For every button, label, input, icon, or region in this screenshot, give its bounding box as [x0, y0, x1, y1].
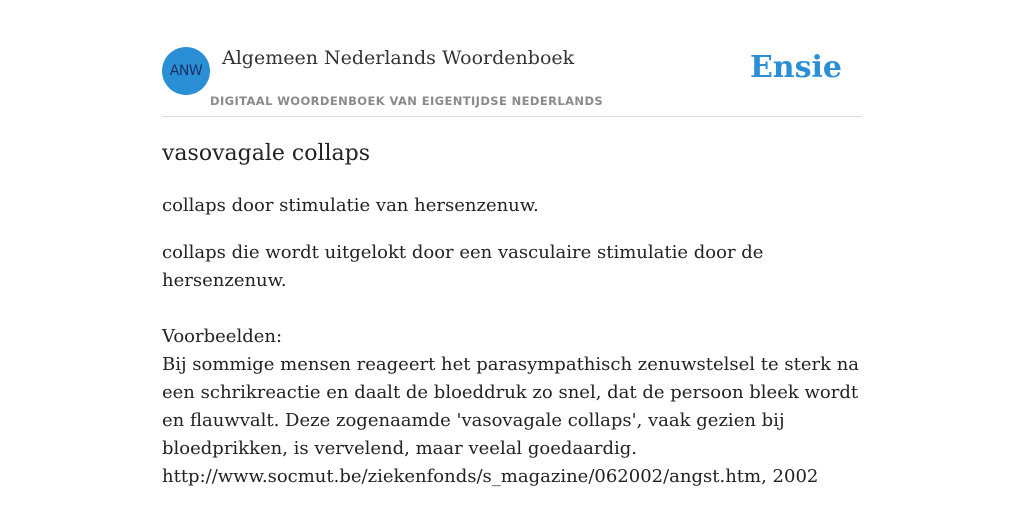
entry-title: vasovagale collaps [162, 141, 371, 166]
example-text: Bij sommige mensen reageert het parasympathisch zenuwstelsel te sterk na een schrikreactie en daalt de bloeddruk zo snel, dat de persoon bleek wordt en flauwvalt. Deze zogenaamde 'vasovagale collaps', vaak gezien bij bloedprikken, is vervelend, maar veelal goedaardig. [162, 354, 860, 459]
anw-logo[interactable]: ANW [162, 47, 210, 95]
entry-content [162, 138, 872, 491]
ensie-brand-logo[interactable]: Ensie [749, 50, 842, 85]
example-source: http://www.socmut.be/ziekenfonds/s_magazine/062002/angst.htm, 2002 [162, 466, 819, 487]
short-definition: collaps door stimulatie van hersenzenuw. [162, 195, 539, 216]
site-subtitle: DIGITAAL WOORDENBOEK VAN EIGENTIJDSE NEDERLANDS [210, 94, 604, 108]
examples-label: Voorbeelden: [162, 326, 283, 347]
site-header [162, 44, 862, 117]
long-definition: collaps die wordt uitgelokt door een vasculaire stimulatie door de hersenzenuw. [162, 242, 764, 291]
site-title[interactable]: Algemeen Nederlands Woordenboek [222, 47, 575, 69]
